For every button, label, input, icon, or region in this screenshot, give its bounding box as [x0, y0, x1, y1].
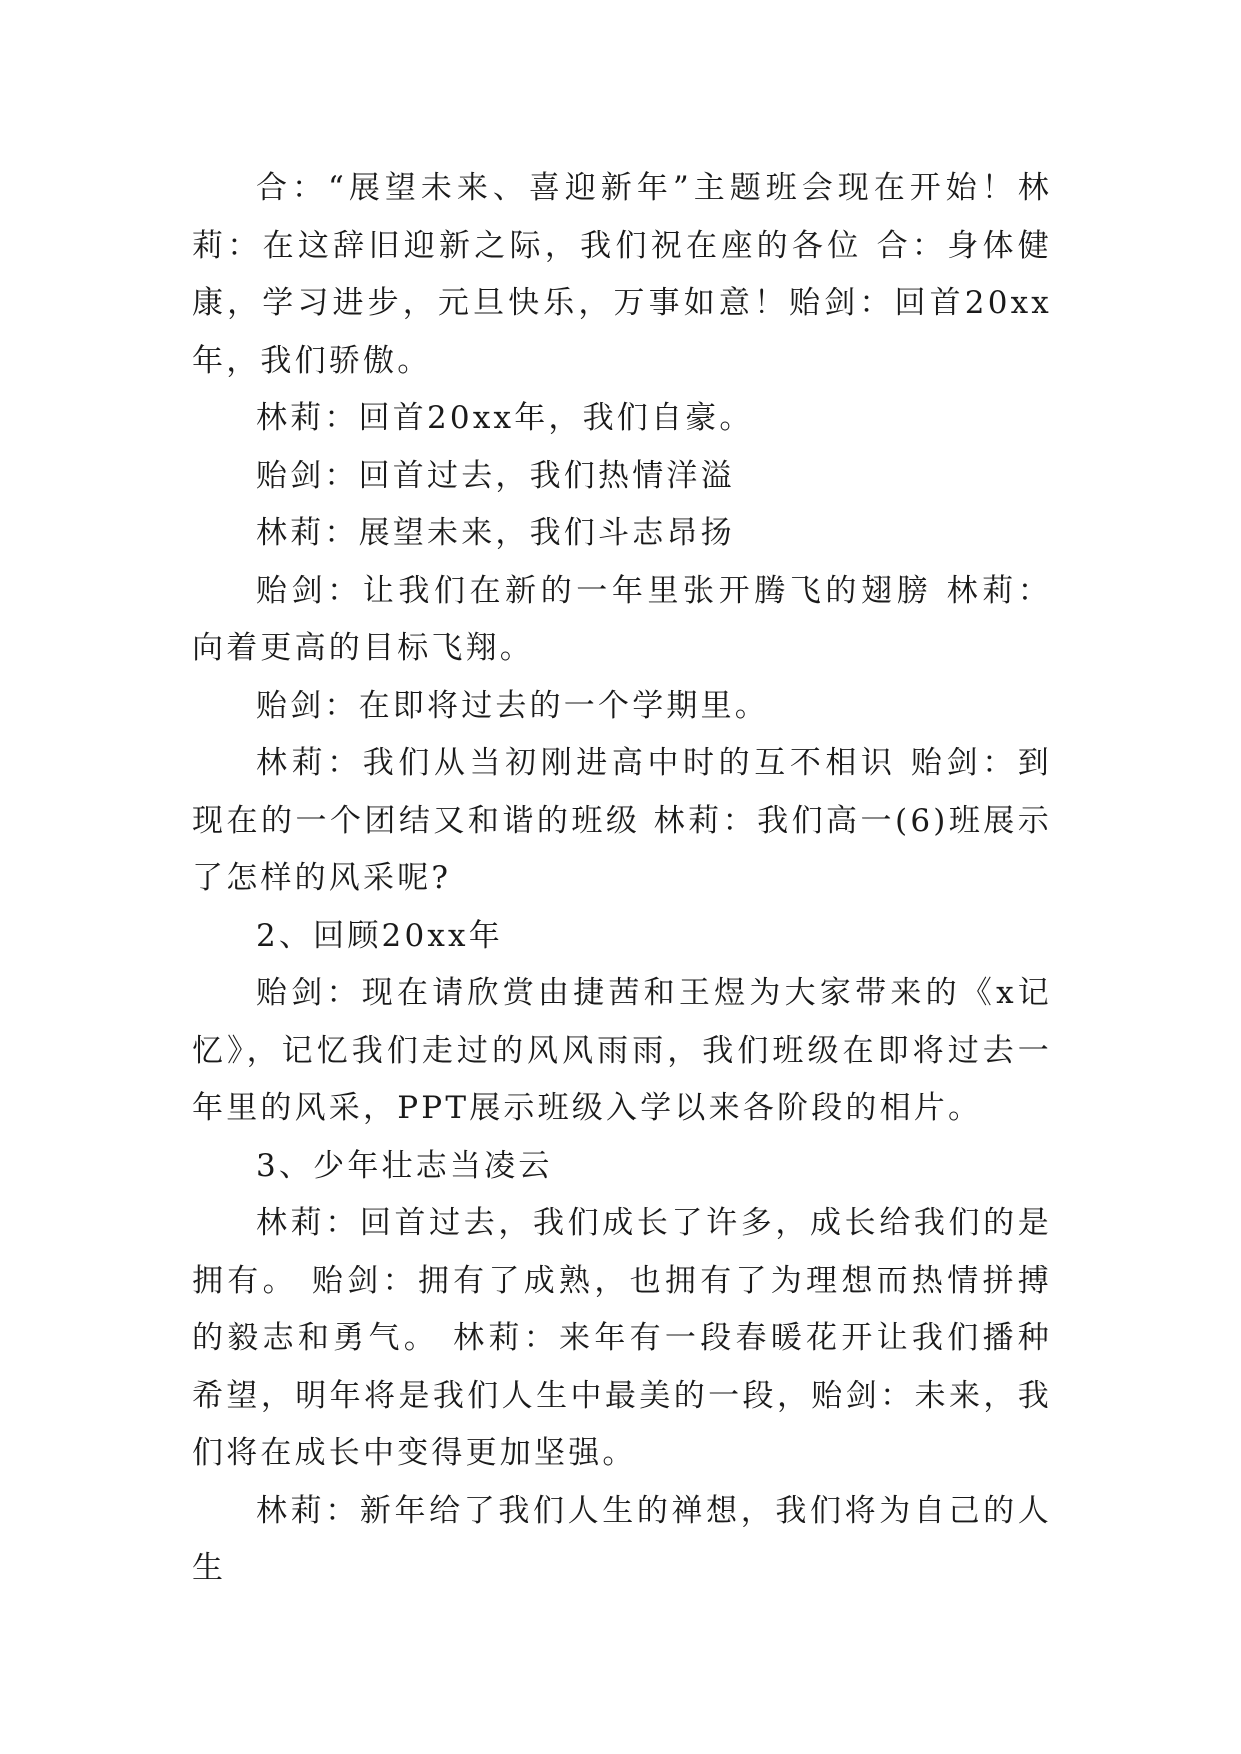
paragraph-linli-proud: 林莉：回首20xx年，我们自豪。: [256, 400, 754, 436]
section-heading-review: 2、回顾20xx年: [256, 917, 503, 954]
paragraph-new-year: 林莉：新年给了我们人生的禅想，我们将为自己的人生: [192, 1492, 1052, 1586]
paragraph-linli-future: 林莉：展望未来，我们斗志昂扬: [256, 515, 735, 551]
paragraph-yijian-passion: 贻剑：回首过去，我们热情洋溢: [256, 457, 735, 494]
paragraph-opening: 合：“展望未来、喜迎新年”主题班会现在开始！林莉：在这辞旧迎新之际，我们祝在座的各位 合：身体健康，学习进步，元旦快乐，万事如意！贻剑：回首20xx年，我们骄傲。: [192, 170, 1052, 379]
paragraph-memory-ppt: 贻剑：现在请欣赏由捷茜和王煜为大家带来的《x记忆》，记忆我们走过的风风雨雨，我们班级在即将过去一年里的风采，PPT展示班级入学以来各阶段的相片。: [192, 975, 1052, 1126]
document-body: [192, 160, 1052, 1598]
paragraph-yijian-semester: 贻剑：在即将过去的一个学期里。: [256, 687, 769, 724]
section-heading-ambition: 3、少年壮志当凌云: [256, 1147, 553, 1184]
paragraph-yijian-wings: 贻剑：让我们在新的一年里张开腾飞的翅膀 林莉：向着更高的目标飞翔。: [192, 572, 1052, 666]
paragraph-growth: 林莉：回首过去，我们成长了许多，成长给我们的是拥有。 贻剑：拥有了成熟，也拥有了为理想而热情拼搏的毅志和勇气。 林莉：来年有一段春暖花开让我们播种希望，明年将是我们人生中最美的一段，贻剑：未来，我们将在成长中变得更加坚强。: [192, 1205, 1052, 1471]
paragraph-linli-class: 林莉：我们从当初刚进高中时的互不相识 贻剑：到现在的一个团结又和谐的班级 林莉：我们高一(6)班展示了怎样的风采呢?: [192, 745, 1052, 896]
